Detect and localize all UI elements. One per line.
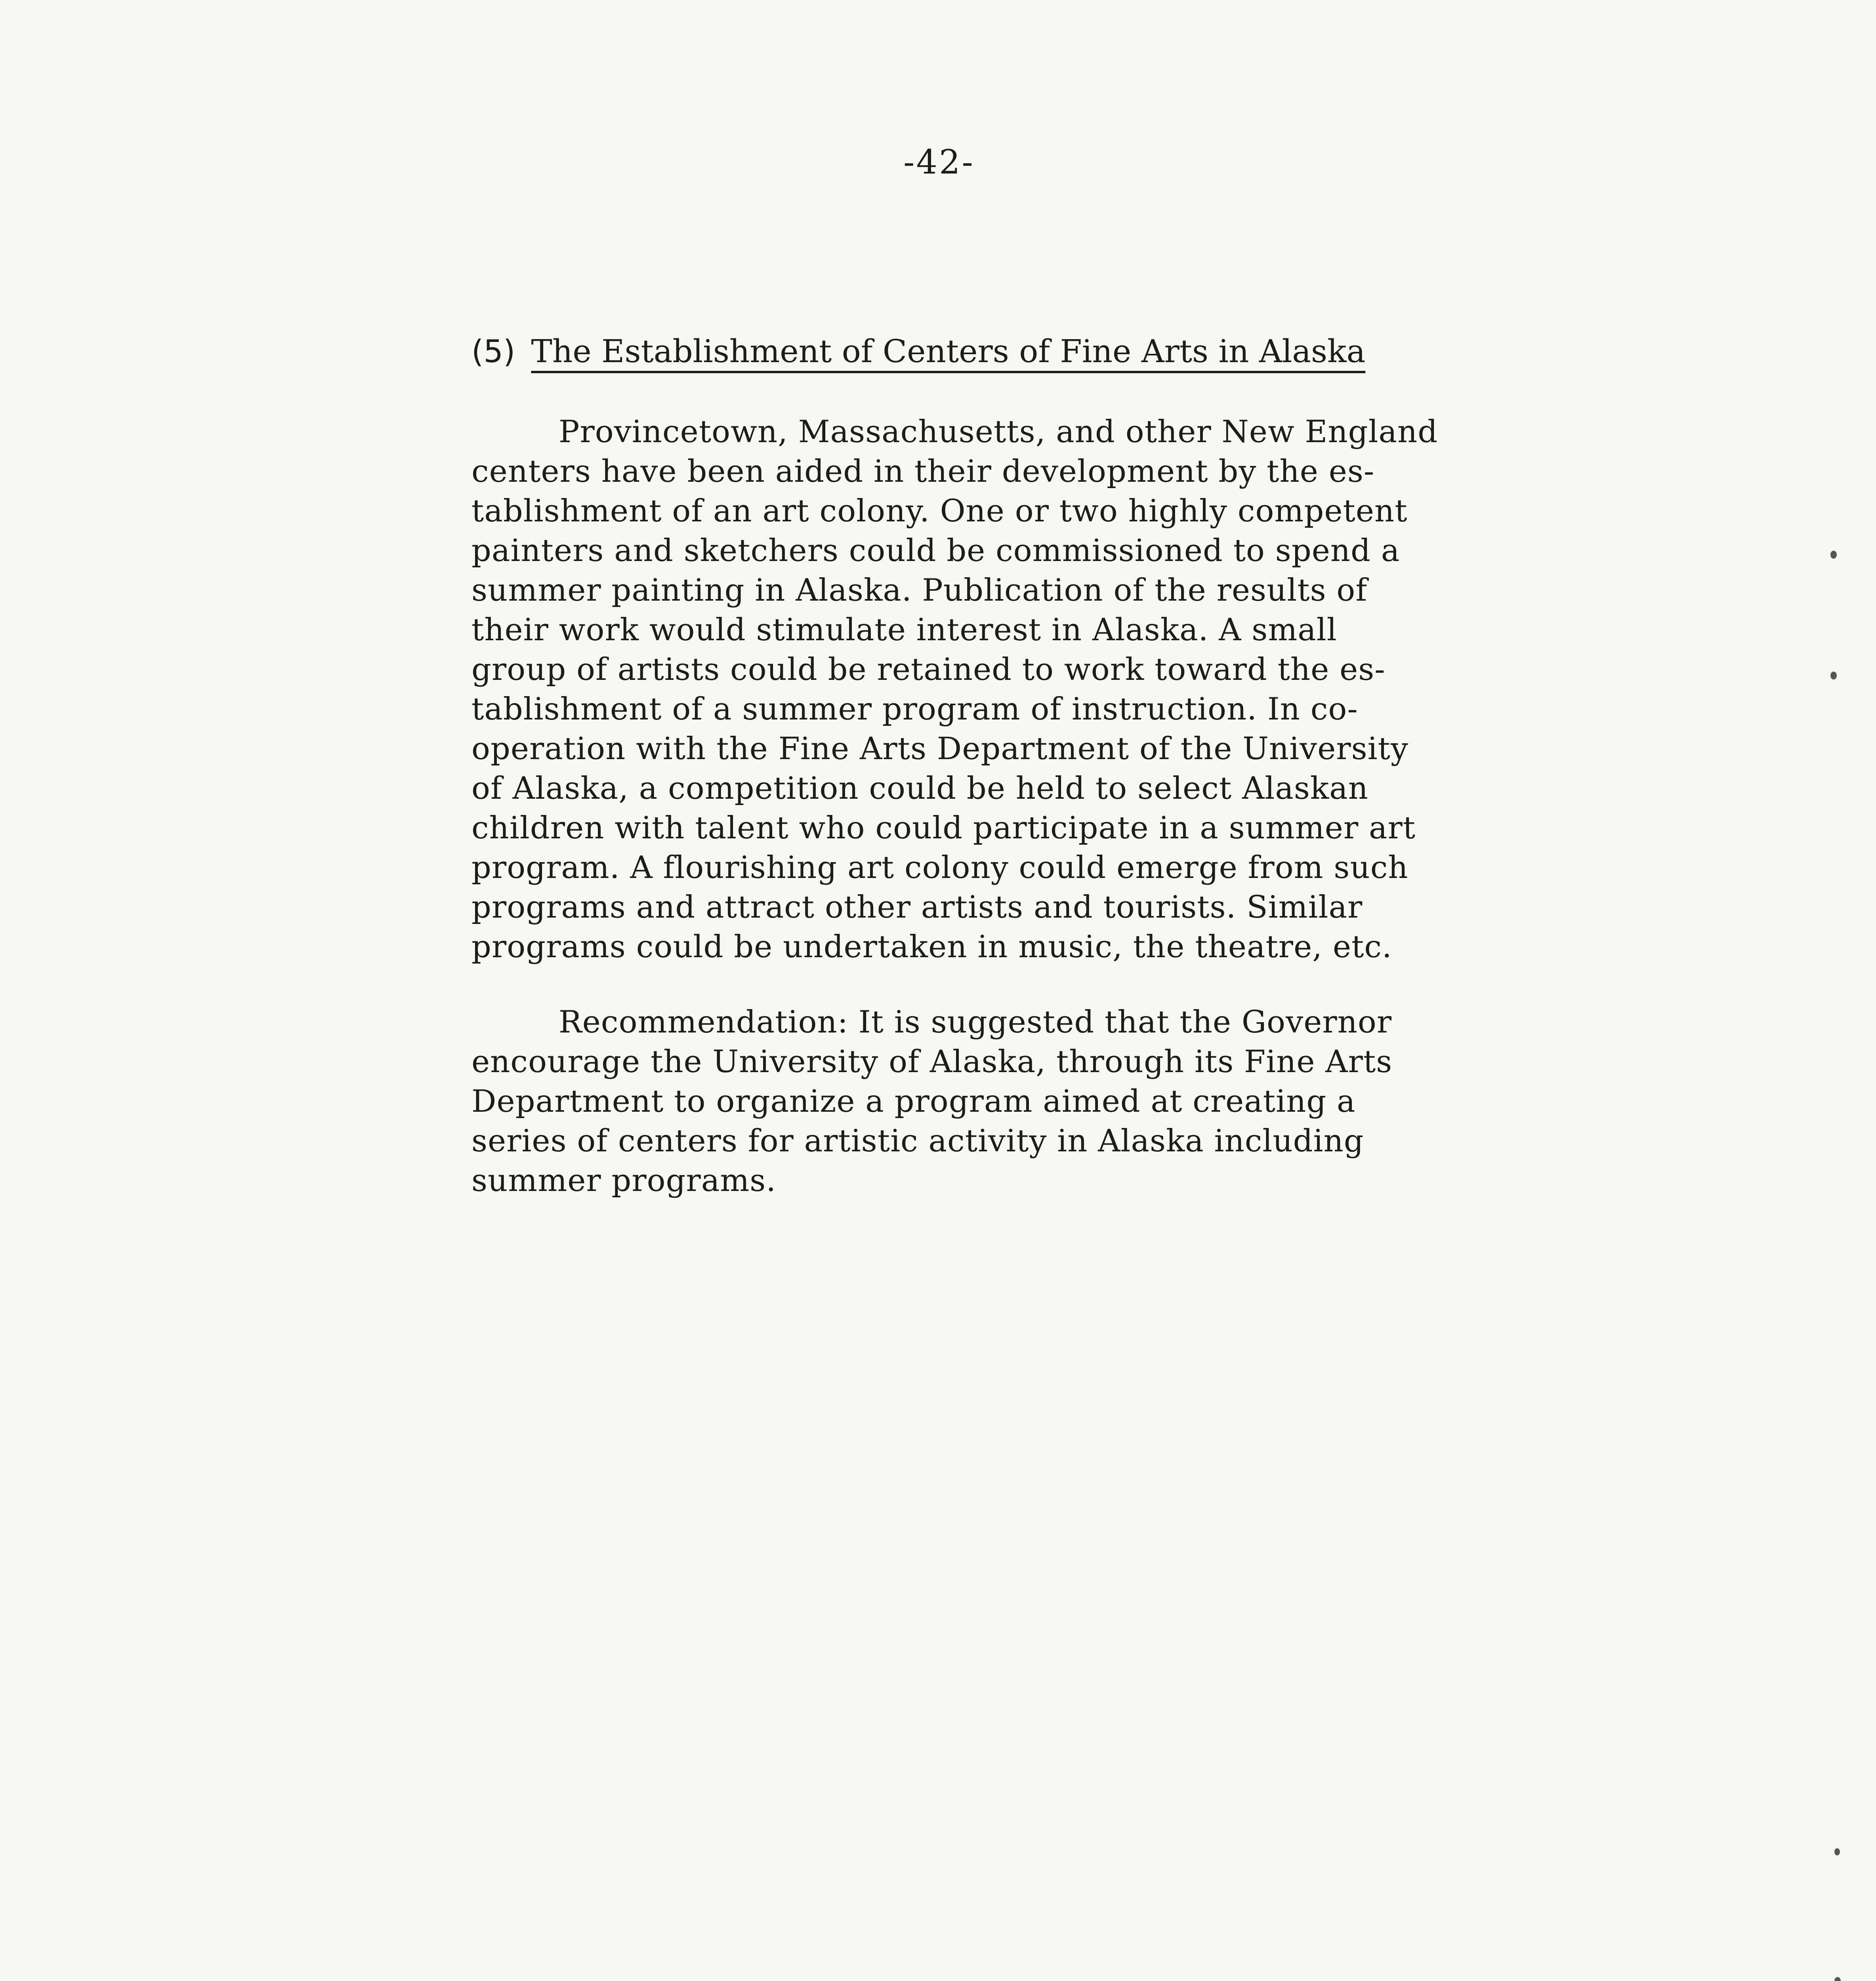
paragraph-line: encourage the University of Alaska, through its Fine Arts — [471, 1044, 1393, 1080]
paragraph-line: program. A flourishing art colony could emerge from such — [471, 850, 1408, 886]
page-number: -42- — [903, 143, 975, 181]
paragraph-line: painters and sketchers could be commissioned to spend a — [471, 533, 1400, 569]
paragraph-line: of Alaska, a competition could be held to select Alaskan — [471, 771, 1368, 806]
scan-speck — [1830, 672, 1837, 679]
scan-speck — [1834, 1848, 1840, 1855]
paragraph-line: programs and attract other artists and tourists. Similar — [471, 889, 1363, 925]
paragraph-line: children with talent who could participate in a summer art — [471, 810, 1416, 846]
paragraph-line: tablishment of an art colony. One or two highly competent — [471, 493, 1408, 529]
paragraph-line: centers have been aided in their development by the es- — [471, 454, 1375, 489]
paragraph-line: Recommendation: It is suggested that the Governor — [559, 1004, 1392, 1040]
paragraph-line: series of centers for artistic activity in Alaska including — [471, 1123, 1364, 1159]
paragraph-line: Provincetown, Massachusetts, and other New England — [559, 414, 1438, 450]
paragraph-line: summer painting in Alaska. Publication of the results of — [471, 573, 1368, 608]
scan-speck — [1834, 1977, 1841, 1981]
paragraph-line: tablishment of a summer program of instruction. In co- — [471, 691, 1358, 727]
paragraph-line: summer programs. — [471, 1163, 777, 1199]
paragraph-recommendation — [471, 1002, 1692, 1200]
paragraph-line: operation with the Fine Arts Department of the University — [471, 731, 1409, 767]
scan-speck — [1830, 551, 1837, 559]
paragraph-line: Department to organize a program aimed at creating a — [471, 1084, 1356, 1119]
paragraph-provincetown — [471, 412, 1692, 967]
section-number: (5) — [471, 334, 515, 370]
paragraph-line: their work would stimulate interest in Alaska. A small — [471, 612, 1337, 648]
paragraph-line: group of artists could be retained to work toward the es- — [471, 652, 1386, 687]
paragraph-line: programs could be undertaken in music, the theatre, etc. — [471, 929, 1392, 965]
section-title: The Establishment of Centers of Fine Arts in Alaska — [531, 333, 1366, 370]
section-heading — [471, 333, 1620, 370]
